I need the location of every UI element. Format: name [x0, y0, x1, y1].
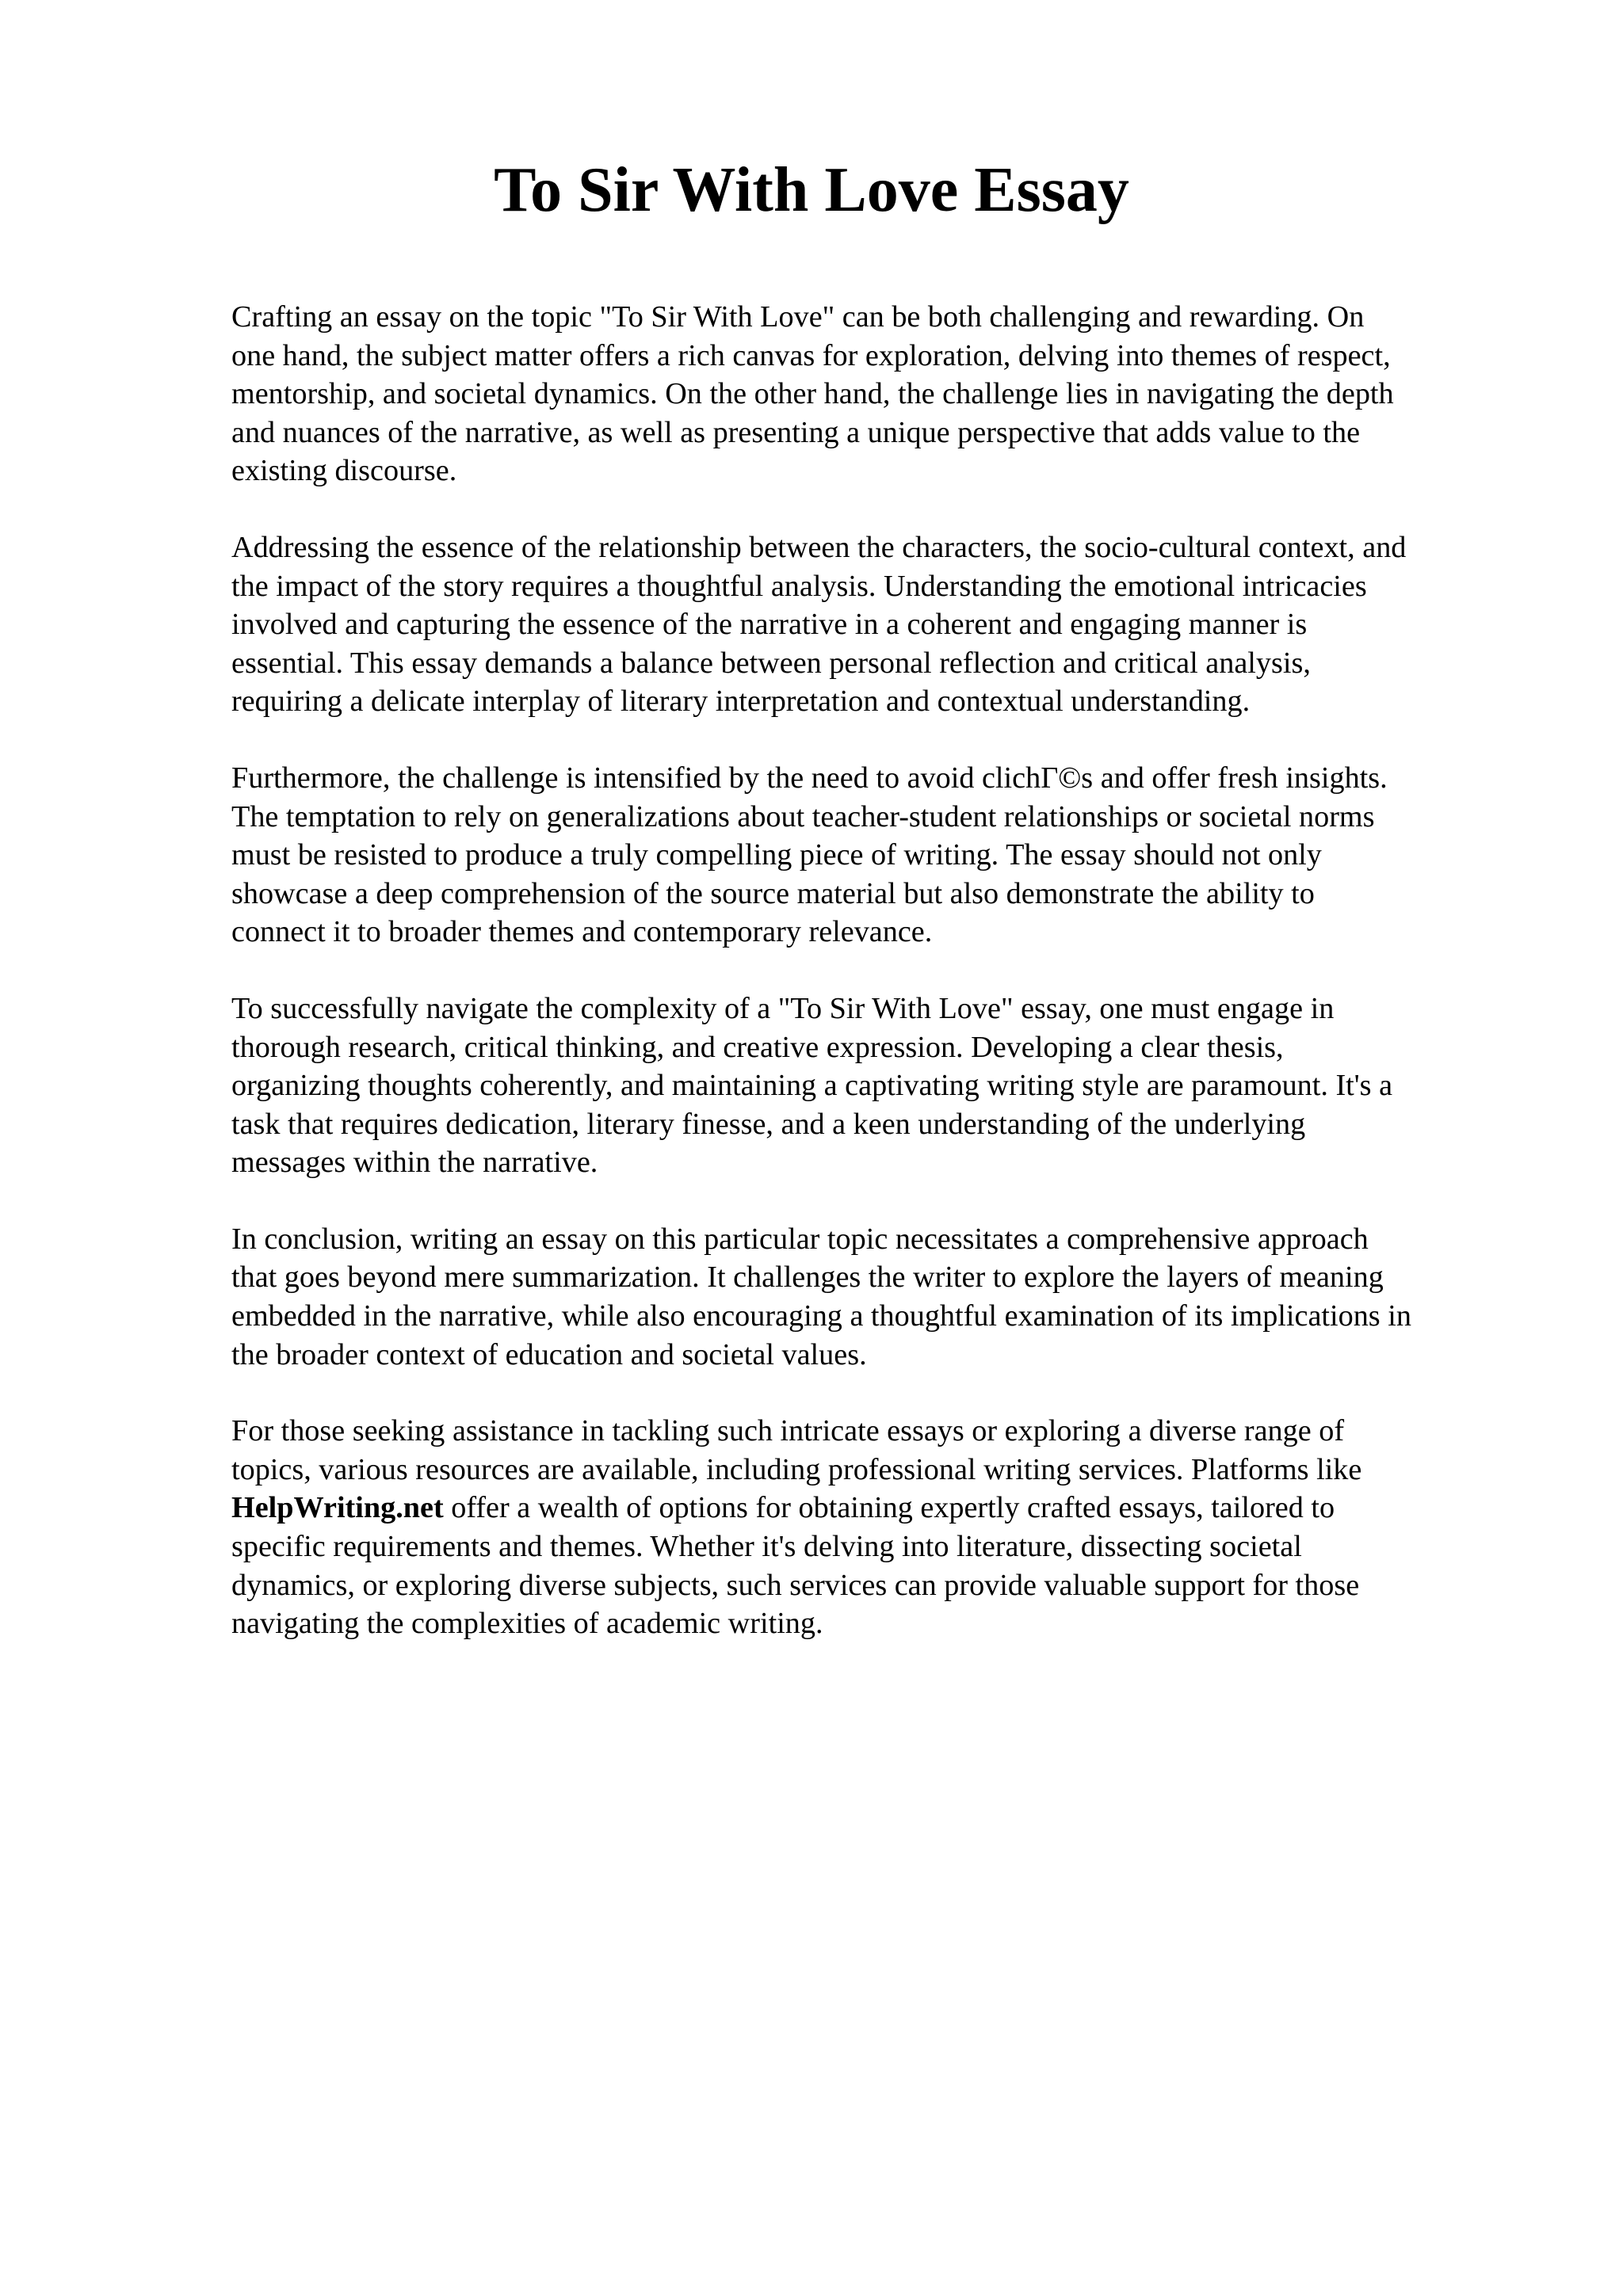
paragraph-line: organizing thoughts coherently, and maintaining a captivating writing style are paramount. It's a: [231, 1069, 1393, 1103]
paragraph: [231, 298, 1515, 490]
paragraph-line: The temptation to rely on generalizations about teacher-student relationships or societal norms: [231, 799, 1375, 833]
paragraph-line: and nuances of the narrative, as well as presenting a unique perspective that adds value to the: [231, 415, 1361, 449]
paragraph-line: To successfully navigate the complexity of a "To Sir With Love" essay, one must engage in: [231, 991, 1335, 1025]
paragraph-line: Crafting an essay on the topic "To Sir With Love" can be both challenging and rewarding. On: [231, 300, 1365, 334]
paragraph-line: thorough research, critical thinking, and creative expression. Developing a clear thesis,: [231, 1030, 1284, 1064]
paragraph-line: showcase a deep comprehension of the source material but also demonstrate the ability to: [231, 876, 1315, 910]
paragraph-line: that goes beyond mere summarization. It challenges the writer to explore the layers of meaning: [231, 1261, 1384, 1295]
paragraph-line: embedded in the narrative, while also encouraging a thoughtful examination of its implications in: [231, 1299, 1411, 1333]
helpwriting-link[interactable]: HelpWriting.net: [231, 1491, 444, 1525]
document-body: [231, 298, 1515, 1681]
paragraph: [231, 1220, 1515, 1374]
paragraph-line: specific requirements and themes. Whether it's delving into literature, dissecting societal: [231, 1530, 1302, 1564]
paragraph-line: topics, various resources are available, including professional writing services. Platforms like: [231, 1452, 1362, 1486]
paragraph-line: Furthermore, the challenge is intensified by the need to avoid clichГ©s and offer fresh insights.: [231, 761, 1388, 795]
paragraph-line: task that requires dedication, literary finesse, and a keen understanding of the underlying: [231, 1107, 1306, 1141]
paragraph-line: For those seeking assistance in tackling such intricate essays or exploring a diverse range of: [231, 1414, 1345, 1448]
paragraph-line: the impact of the story requires a thoughtful analysis. Understanding the emotional intricacies: [231, 569, 1367, 603]
paragraph-line: requiring a delicate interplay of literary interpretation and contextual understanding.: [231, 685, 1251, 719]
paragraph-line: [231, 1489, 1515, 1527]
document-title: To Sir With Love Essay: [494, 155, 1129, 225]
paragraph-line: navigating the complexities of academic writing.: [231, 1607, 823, 1641]
paragraph-line: In conclusion, writing an essay on this particular topic necessitates a comprehensive approach: [231, 1222, 1369, 1256]
paragraph-line: essential. This essay demands a balance between personal reflection and critical analysis,: [231, 646, 1311, 680]
paragraph-line: involved and capturing the essence of the narrative in a coherent and engaging manner is: [231, 608, 1308, 642]
paragraph: [231, 759, 1515, 952]
paragraph-line-rest: offer a wealth of options for obtaining expertly crafted essays, tailored to: [443, 1491, 1335, 1525]
paragraph-line: one hand, the subject matter offers a rich canvas for exploration, delving into themes of respect,: [231, 338, 1391, 372]
paragraph-line: dynamics, or exploring diverse subjects, such services can provide valuable support for those: [231, 1568, 1360, 1602]
paragraph-line: the broader context of education and societal values.: [231, 1337, 867, 1371]
paragraph: [231, 528, 1515, 721]
paragraph-line: Addressing the essence of the relationship between the characters, the socio-cultural context, and: [231, 530, 1407, 564]
paragraph: [231, 990, 1515, 1182]
paragraph-line: existing discourse.: [231, 454, 457, 488]
paragraph-line: connect it to broader themes and contemporary relevance.: [231, 915, 933, 949]
paragraph-line: must be resisted to produce a truly compelling piece of writing. The essay should not only: [231, 838, 1322, 872]
paragraph-list: [231, 298, 1515, 1374]
paragraph-final: [231, 1412, 1515, 1643]
paragraph-line: messages within the narrative.: [231, 1146, 598, 1180]
paragraph-line: mentorship, and societal dynamics. On the other hand, the challenge lies in navigating the depth: [231, 377, 1394, 411]
